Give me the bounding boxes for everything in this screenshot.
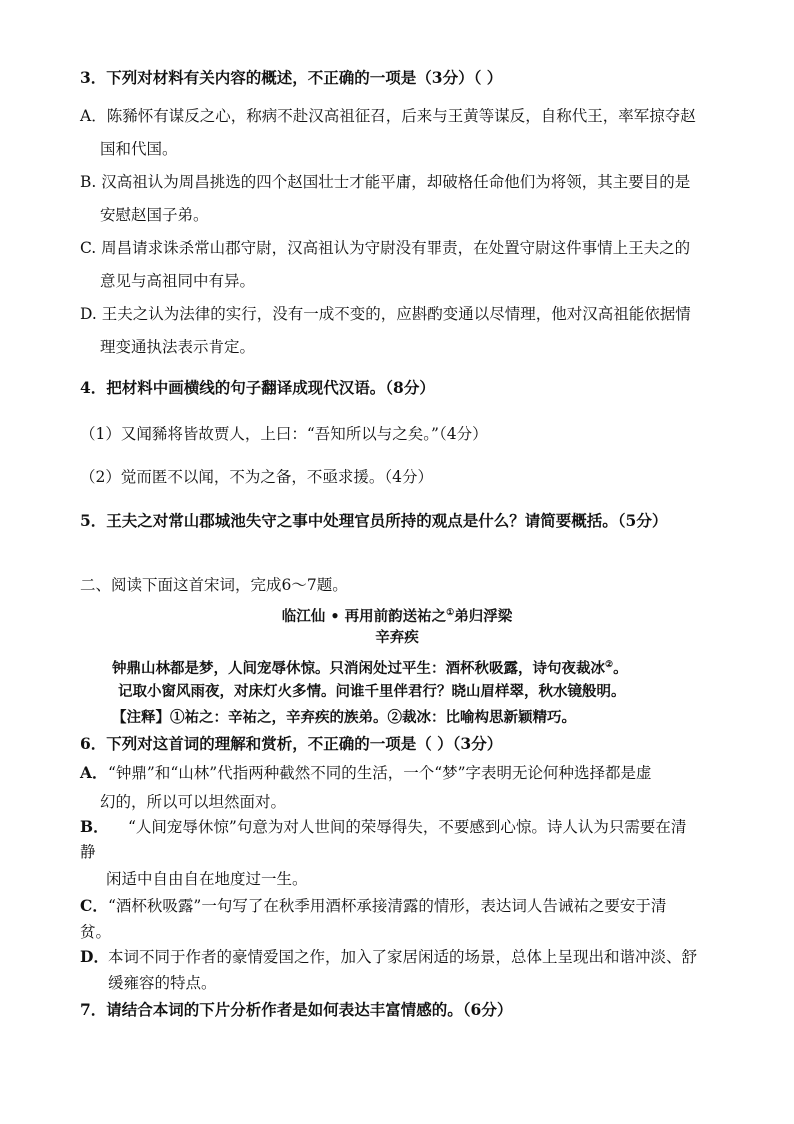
q3-option-c-line2: 意见与高祖同中有异。 — [100, 272, 256, 290]
poem-title: 临江仙 • 再用前韵送祐之①弟归浮梁 — [281, 608, 513, 625]
q6-stem: 6．下列对这首词的理解和赏析，不正确的一项是（ ）（3分） — [80, 734, 503, 753]
poem-note: 【注释】①祐之：辛祐之，辛弃疾的族弟。②裁冰：比喻构思新颖精巧。 — [112, 709, 576, 726]
q3-option-b-line1: B. 汉高祖认为周昌挑选的四个赵国壮士才能平庸，却破格任命他们为将领，其主要目的是 — [80, 173, 691, 191]
q3-stem: 3．下列对材料有关内容的概述，不正确的一项是（3分）（ ） — [80, 68, 503, 87]
q6-option-c-wrap: 贫。 — [80, 923, 112, 941]
poem-verse-2: 记取小窗风雨夜，对床灯火多情。问谁千里伴君行？晓山眉样翠，秋水镜般明。 — [118, 683, 626, 700]
q3-option-a-line1: A．陈豨怀有谋反之心，称病不赴汉高祖征召，后来与王黄等谋反，自称代王，率军掠夺赵 — [80, 107, 696, 125]
q3-option-d-line1: D. 王夫之认为法律的实行，没有一成不变的，应斟酌变通以尽情理，他对汉高祖能依据情 — [80, 305, 691, 323]
q6-option-b-line1: B． “人间宠辱休惊”句意为对人世间的荣辱得失，不要感到心惊。诗人认为只需要在清 — [80, 817, 687, 836]
q6-option-b-wrap: 静 — [80, 843, 96, 861]
section2-heading: 二、阅读下面这首宋词，完成6～7题。 — [80, 576, 348, 594]
q3-option-c-line1: C. 周昌请求诛杀常山郡守尉，汉高祖认为守尉没有罪责，在处置守尉这件事情上王夫之的 — [80, 239, 691, 257]
q6-option-b-line2: 闲适中自由自在地度过一生。 — [106, 870, 308, 888]
q6-option-a-line1: A．“钟鼎”和“山林”代指两种截然不同的生活，一个“梦”字表明无论何种选择都是虚 — [80, 763, 652, 782]
q6-option-d-line1: D．本词不同于作者的豪情爱国之作，加入了家居闲适的场景，总体上呈现出和谐冲淡、舒 — [80, 947, 698, 966]
q3-option-b-line2: 安慰赵国子弟。 — [100, 206, 209, 224]
q6-option-c-line1: C．“酒杯秋吸露”一句写了在秋季用酒杯承接清露的情形，表达词人告诫祐之要安于清 — [80, 896, 667, 915]
poem-author: 辛弃疾 — [375, 629, 419, 646]
q5-stem: 5．王夫之对常山郡城池失守之事中处理官员所持的观点是什么？请简要概括。（5分） — [80, 511, 668, 530]
q4-sentence-2: （2）觉而匿不以闻，不为之备，不亟求援。（4分） — [80, 468, 433, 486]
poem-verse-1: 钟鼎山林都是梦，人间宠辱休惊。只消闲处过平生：酒杯秋吸露，诗句夜裁冰②。 — [112, 660, 628, 677]
q7-stem: 7．请结合本词的下片分析作者是如何表达丰富情感的。（6分） — [80, 1000, 513, 1019]
q4-stem: 4．把材料中画横线的句子翻译成现代汉语。（8分） — [80, 378, 435, 397]
q6-option-a-line2: 幻的，所以可以坦然面对。 — [100, 793, 287, 811]
q3-option-a-line2: 国和代国。 — [100, 140, 178, 158]
q3-option-d-line2: 理变通执法表示肯定。 — [100, 338, 256, 356]
q4-sentence-1: （1）又闻豨将皆故贾人，上曰：“吾知所以与之矣。”（4分） — [80, 425, 488, 443]
q6-option-d-line2: 缓雍容的特点。 — [108, 974, 217, 992]
